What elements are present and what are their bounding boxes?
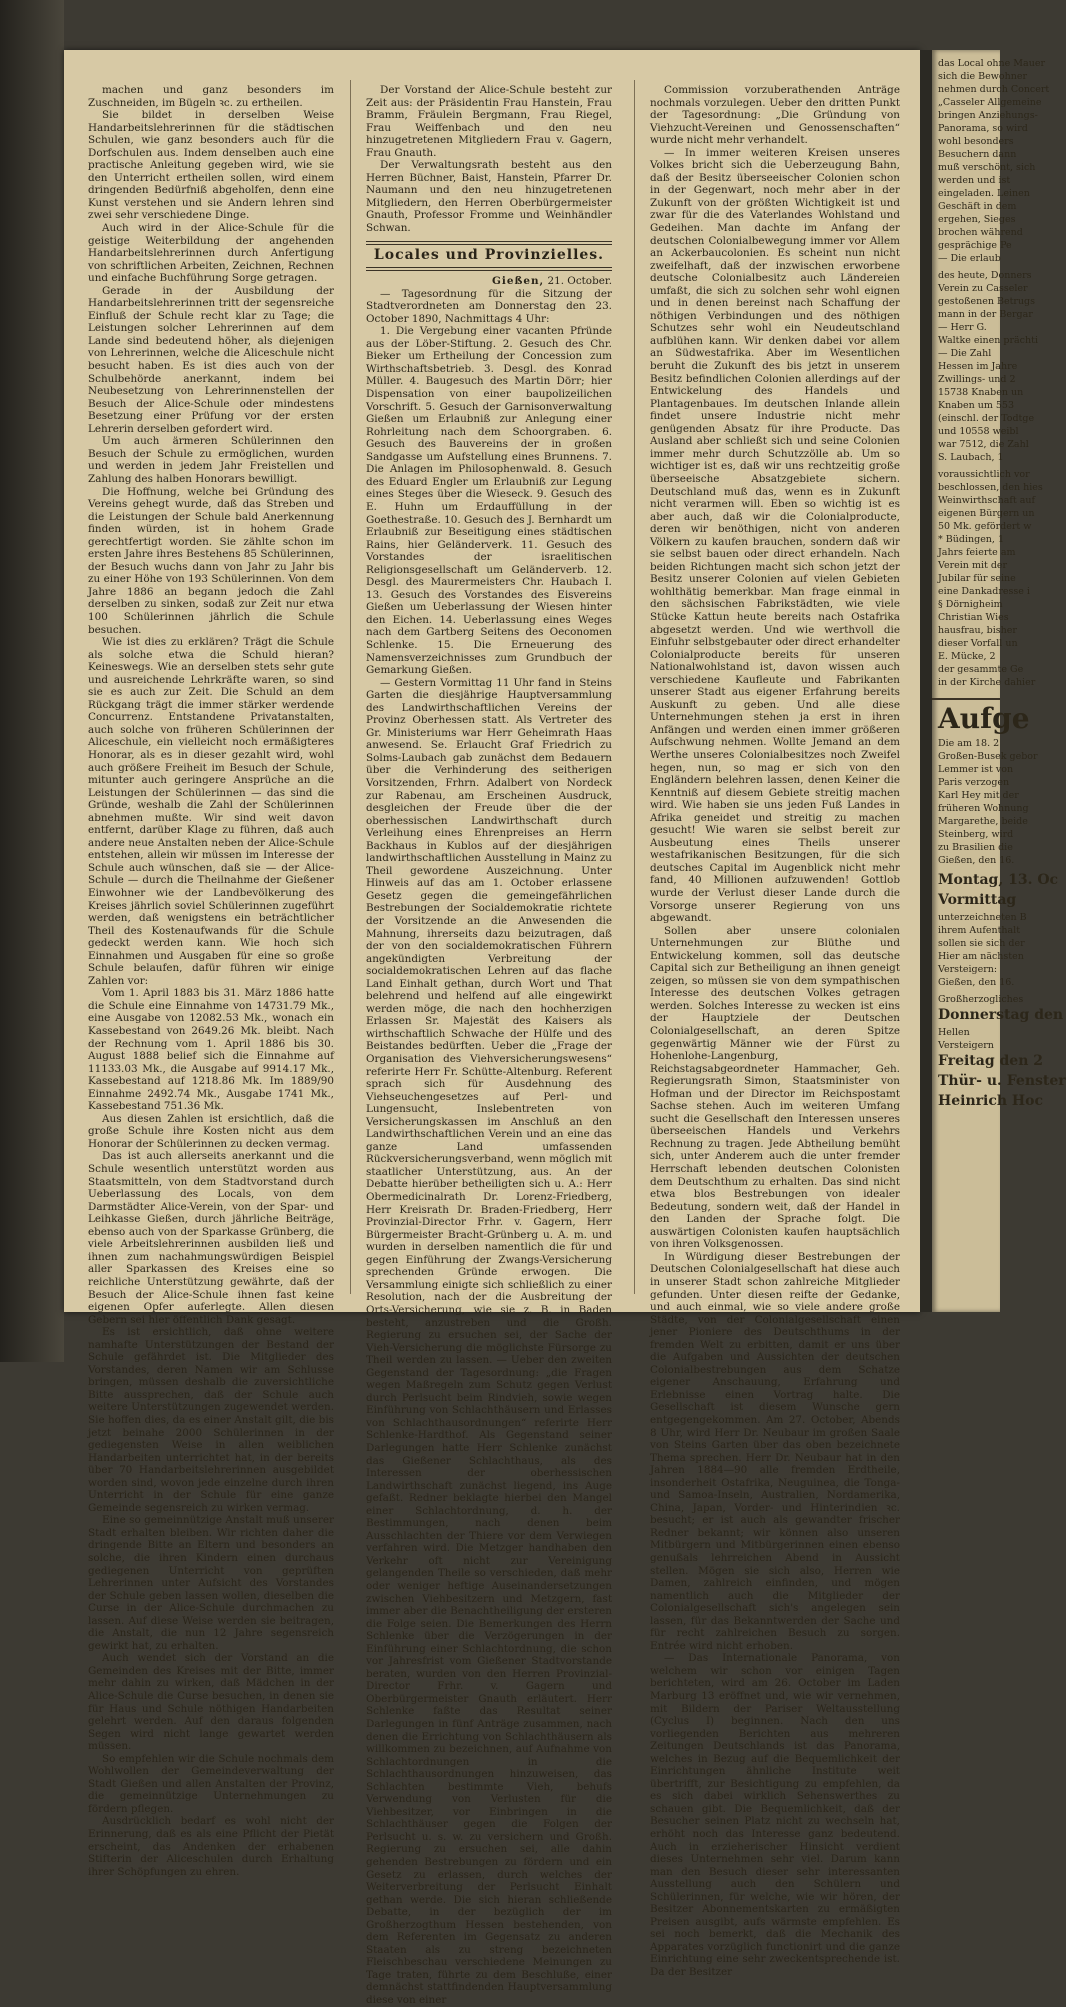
paragraph: Sollen aber unsere colonialen Unternehmungen zur Blüthe und Entwickelung kommen, soll das deutsche Capital sich zur Betheiligung an ihnen geneigt zeigen, so müssen sie von dem sympathischen Interesse des deutschen Volkes getragen werden. Solches Interesse zu wecken ist eins der Hauptziele der Deutschen Colonialgesellschaft, an deren Spitze gegenwärtig Männer wie der Fürst zu Hohenlohe-Langenburg, Reichstagsabgeordneter Hammacher, Geh. Regierungsrath Simon, Staatsminister von Hofman und der Director im Reichspostamt Sachse stehen. Auch im weiteren Umfang sucht die Gesellschaft den Interessen unseres überseeischen Handels und Verkehrs Rechnung zu tragen. Jede Abtheilung bemüht sich, unter Anderem auch die unter fremder Herrschaft lebenden deutschen Colonisten dem Deutschthum zu erhalten. Das sind nicht etwa blos Bestrebungen von idealer Bedeutung, sondern weit, daß der Handel in den Landen der Sprache folgt. Die auswärtigen Colonisten kaufen hauptsächlich von ihren Volksgenossen. [650, 924, 900, 1251]
next-page-fragment: Montag, 13. Oc [938, 872, 1059, 888]
next-page-fragment: Christian Wies [938, 612, 1009, 623]
next-page-fragment: Steinberg, wird [938, 829, 1014, 840]
column-1 [88, 84, 334, 1878]
next-page-fragment: Großherzogliches [938, 994, 1024, 1005]
next-page-fragment: Margarethe, beide [938, 816, 1028, 827]
next-page-fragment: eigenen Bürgern un [938, 508, 1035, 519]
next-page-fragment: ergehen, Sieges [938, 214, 1016, 225]
next-page-fragment: Verein zu Casseler [938, 283, 1028, 294]
next-page-fragment: 50 Mk. gefördert w [938, 521, 1032, 532]
next-page-fragment: muß verschönt, sich [938, 162, 1036, 173]
next-page-fragment: eingeladen. Leinen [938, 188, 1030, 199]
next-page-fragment: werden und ist [938, 175, 1011, 186]
paragraph: Ausdrücklich bedarf es wohl nicht der Erinnerung, daß es als eine Pflicht der Pietät erscheint, das Andenken der erhabenen Stifterin der Aliceschulen durch Erhaltung ihrer Schöpfungen zu ehren. [88, 1815, 334, 1878]
next-page-fragment: der gesammte Ge [938, 664, 1024, 675]
next-page-fragment: E. Mücke, 2 [938, 651, 996, 662]
next-page-fragment: war 7512, die Zahl [938, 439, 1029, 450]
dateline-place: Gießen, [492, 275, 545, 288]
next-page-fragment: Gießen, den 16. [938, 855, 1015, 866]
next-page-fragment: brochen während [938, 227, 1023, 238]
next-page-fragment: Aufge [938, 702, 1030, 735]
board-notice [366, 84, 612, 235]
next-page-fragment: Lemmer ist von [938, 764, 1014, 775]
next-page-fragment: gestoßenen Betrugs [938, 296, 1035, 307]
column-rule-1 [350, 80, 351, 1294]
paragraph: Aus diesen Zahlen ist ersichtlich, daß die große Schule ihre Kosten nicht aus dem Honorar der Schülerinnen zu decken vermag. [88, 1112, 334, 1150]
next-page-fragment: * Büdingen, 1 [938, 534, 1005, 545]
next-page-fragment: ihrem Aufenthalt [938, 925, 1021, 936]
paragraph: Der Verwaltungsrath besteht aus den Herren Büchner, Baist, Hanstein, Pfarrer Dr. Naumann und den neu hinzugetretenen Mitgliedern, den Herren Oberbürgermeister Gnauth, Professor Fromme und Weinhändler Schwan. [366, 159, 612, 235]
next-page-fragment: das Local ohne Mauer [938, 58, 1045, 69]
next-page-fragment: wohl besonders [938, 136, 1014, 147]
next-page-fragment: Geschäft in dem [938, 201, 1017, 212]
next-page-fragment: unterzeichneten B [938, 912, 1027, 923]
next-page-fragment: Freitag den 2 [938, 1053, 1043, 1069]
next-page-fragment: Besuchern dann [938, 149, 1017, 160]
next-page-rule [932, 698, 1000, 700]
newspaper-page [64, 50, 920, 2007]
local-news [366, 288, 612, 2007]
next-page-fragment: Waltke einen prächti [938, 335, 1038, 346]
next-page-fragment: beschlossen, den hies [938, 482, 1043, 493]
paragraph: In Würdigung dieser Bestrebungen der Deutschen Colonialgesellschaft hat diese auch in unserer Stadt schon zahlreiche Mitglieder gefunden. Unter diesen reifte der Gedanke, und auch einmal, wie so viele andere große Städte, von der Colonialgesellschaft einen jener Pioniere des Deutschthums in der fremden Welt zu erbitten, damit er uns über die Aufgaben und Aussichten der deutschen Colonialbestrebungen aus dem Schatze eigener Anschauung, Erfahrung und Erlebnisse einen Vortrag halte. Die Gesellschaft ist diesem Wunsche gern entgegengekommen. Am 27. October, Abends 8 Uhr, wird Herr Dr. Neubaur im großen Saale von Steins Garten über das oben bezeichnete Thema sprechen. Herr Dr. Neubaur hat in den Jahren 1884—90 alle fremden Erdtheile, insonderheit Ostafrika, Neuguinea, die Tonga- und Samoa-Inseln, Australien, Nordamerika, China, Japan, Vorder- und Hinterindien ꝛc. besucht; er ist auch als gewandter frischer Redner bekannt; wir können also unseren Mitbürgern und Mitbürgerinnen einen ebenso genußals lehrreichen Abend in Aussicht stellen. Mögen sie sich also, Herren wie Damen, zahlreich einfinden, und mögen namentlich auch die Mitglieder der Colonialgesellschaft sich's angelegen sein lassen, für das Bekanntwerden der Sache und für recht zahlreichen Besuch zu sorgen. Entrée wird nicht erhoben. [650, 1250, 900, 1652]
next-page-fragment: Jahrs feierte am [938, 547, 1016, 558]
next-page-fragment: Hessen im Jahre [938, 361, 1018, 372]
paragraph: Um auch ärmeren Schülerinnen den Besuch der Schule zu ermöglichen, wurden und werden in jedem Jahr Freistellen und Zahlung des halben Honorars bewilligt. [88, 435, 334, 485]
next-page-fragment: Die am 18. 2 [938, 738, 1000, 749]
next-page-fragment: eine Dankadresse i [938, 586, 1030, 597]
next-page-fragment: — Herr G. [938, 322, 987, 333]
paragraph: — Tagesordnung für die Sitzung der Stadtverordneten am Donnerstag den 23. October 1890, Nachmittags 4 Uhr: [366, 287, 612, 325]
next-page-fragment: S. Laubach, 1 [938, 452, 1004, 463]
section-heading: Locales und Provinzielles. [373, 246, 605, 263]
next-page-fragment: Weinwirthschaft auf [938, 495, 1036, 506]
paragraph: Vom 1. April 1883 bis 31. März 1886 hatte die Schule eine Einnahme von 14731.79 Mk., eine Ausgabe von 12082.53 Mk., wonach ein Kassebestand von 2649.26 Mk. bleibt. Nach der Rechnung vom 1. April 1886 bis 30. August 1888 belief sich die Einnahme auf 11133.03 Mk., die Ausgabe auf 9914.17 Mk., Kassebestand auf 1218.86 Mk. Im 1889/90 Einnahme 2492.74 Mk., Ausgabe 1741 Mk., Kassebestand 751.36 Mk. [88, 987, 334, 1113]
heading-rule-bottom [366, 267, 612, 271]
next-page-fragment: nehmen durch Concert [938, 84, 1050, 95]
next-page-fragment: zu Brasilien die [938, 842, 1013, 853]
next-page-fragment: Hier am nächsten [938, 951, 1024, 962]
paragraph: Die Hoffnung, welche bei Gründung des Vereins gehegt wurde, daß das Streben und die Leistungen der Schule bald Anerkennung finden würden, ist in hohem Grade gerechtfertigt worden. Sie zählte schon im ersten Jahre ihres Bestehens 85 Schülerinnen, der Besuch wuchs dann von Jahr zu Jahr bis zu einer Höhe von 193 Schülerinnen. Von dem Jahre 1886 an begann jedoch die Zahl derselben zu sinken, sodaß zur Zeit nur etwa 100 Schülerinnen jährlich die Schule besuchen. [88, 485, 334, 636]
next-page-fragment: — Die Zahl [938, 348, 992, 359]
paragraph: Auch wird in der Alice-Schule für die geistige Weiterbildung der angehenden Handarbeitslehrerinnen durch Anfertigung von schriftlichen Arbeiten, Zeichnen, Rechnen und einfache Buchführung Sorge getragen. [88, 222, 334, 285]
paragraph: — Gestern Vormittag 11 Uhr fand in Steins Garten die diesjährige Hauptversammlung des Landwirthschaftlichen Vereins der Provinz Oberhessen statt. Als Vertreter des Gr. Ministeriums war Herr Geheimrath Haas anwesend. Se. Erlaucht Graf Friedrich zu Solms-Laubach gab zunächst dem Bedauern über die Verhinderung des seitherigen Vorsitzenden, Frhrn. Adalbert von Nordeck zur Rabenau, am Erscheinen Ausdruck, desgleichen der Freude über die der oberhessischen Landwirthschaft durch Verleihung eines Ehrenpreises an Herrn Backhaus in Kublos auf der diesjährigen landwirthschaftlichen Ausstellung in Mainz zu Theil gewordene Auszeichnung. Unter Hinweis auf das am 1. October erlassene Gesetz gegen die gemeingefährlichen Bestrebungen der Socialdemokratie richtete der Vorsitzende an die Anwesenden die Mahnung, ihrerseits dazu beizutragen, daß der von den socialdemokratischen Führern angekündigten Verbreitung der socialdemokratischen Lehren auf das flache Land Einhalt gethan, durch Wort und That belehrend und helfend auf alle eingewirkt werden möge, die nach den hochherzigen Erlassen Sr. Majestät des Kaisers als wirthschaftlich Schwache der Hülfe und des Beistandes bedürften. Ueber die „Frage der Organisation des Viehversicherungswesens“ referirte Herr Fr. Schütte-Altenburg. Referent sprach sich für Ausdehnung des Viehseuchengesetzes auf Perl- und Lungensucht, Inslebentreten von Versicherungskassen im Anschluß an den Landwirthschaftlichen Verein und an eine das ganze Land umfassenden Rückversicherungsverband, wenn möglich mit staatlicher Unterstützung, aus. An der Debatte hierüber betheiligten sich u. A.: Herr Obermedicinalrath Dr. Lorenz-Friedberg, Herr Kreisrath Dr. Braden-Friedberg, Herr Provinzial-Director Frhr. v. Gagern, Herr Bürgermeister Bracht-Grünberg u. A. m. und wurden in derselben namentlich die für und gegen Einführung der Zwangs-Versicherung sprechenden Gründe erwogen. Die Versammlung einigte sich schließlich zu einer Resolution, nach der die Ausbreitung der Orts-Versicherung, wie sie z. B. in Baden besteht, anzustreben und die Großh. Regierung zu ersuchen sei, der Sache der Vieh-Versicherung die möglichste Fürsorge zu Theil werden zu lassen. — Ueber den zweiten Gegenstand der Tagesordnung: „die Fragen wegen Maßregeln zum Schutz gegen Verlust durch Perlsucht beim Rindvieh, sowie wegen Einführung von Schlachthäusern und Erlasses von Schlachthausordnungen“ referirte Herr Schlenke-Hardthof. Als Gegenstand seiner Darlegungen hatte Herr Schlenke zunächst das Gießener Schlachthaus, als des Interessen der oberhessischen Landwirthschaft zunächst liegend, ins Auge gefaßt. Redner beklagte hierbei den Mangel einer Schlachtordnung, d. h. der Bestimmungen, nach denen beim Ausschlachten der Thiere vor dem Verwiegen verfahren wird. Die Metzger handhaben den Verkehr oft nicht zur Vereinigung gelangenden Theile so verschieden, daß mehr oder weniger heftige Auseinandersetzungen zwischen Viehbesitzern und Metzgern, fast immer aber die Benachtheiligung der ersteren die Folge seien. Die Bemerkungen des Herrn Schlenke über die Verzögerungen in der Einführung einer Schlachtordnung, die schon vor Jahresfrist vom Gießener Stadtvorstande beraten, wurden von den Herren Provinzial-Director Frhr. v. Gagern und Oberbürgermeister Gnauth erläutert. Herr Schlenke faßte das Resultat seiner Darlegungen in fünf Anträge zusammen, nach denen die Errichtung von Schlachthäusern als willkommen zu bezeichnen, auf Aufnahme von Schlachtordnungen in die Schlachthausordnungen hinzuweisen, das Schlachten bestimmte Vieh, behufs Verwendung von Verlusten für die Viehbesitzer, vor Einbringen in die Schlachthäuser gegen die Folgen der Perlsucht u. s. w. zu versichern und Großh. Regierung zu ersuchen sei, alle dahin gehenden Bestrebungen zu fördern und ein Gesetz zu erlassen, durch welches der Weiterverbreitung der Perlsucht Einhalt gethan werde. Die sich hieran schließende Debatte, in der bezüglich der im Großherzogthum Hessen bestehenden, von dem Referenten im Gegensatz zu anderen Staaten als zu streng bezeichneten Fleischbeschau verschiedene Meinungen zu Tage traten, führte zu dem Beschluße, einer demnächst stattfindenden Hauptversammlung diese von einer [366, 676, 612, 2007]
next-page-fragment: 15738 Knaben un [938, 387, 1024, 398]
next-page-fragment: Knaben um 553 [938, 400, 1014, 411]
next-page-fragment: hausfrau, bisher [938, 625, 1017, 636]
paragraph: Es ist ersichtlich, daß ohne weitere namhafte Unterstützungen der Bestand der Schule gefährdet ist. Die Mitglieder des Vorstandes, deren Namen wir am Schlusse bringen, müssen deshalb die zuversichtliche Bitte aussprechen, daß der Schule auch weitere Unterstützungen zugewendet werden. Sie hoffen dies, da es einer Anstalt gilt, die bis jetzt beinahe 2000 Schülerinnen in der gediegensten Weise in allen weiblichen Handarbeiten unterrichtet hat, in der bereits über 70 Handarbeitslehrerinnen ausgebildet worden sind, wovon jede einzelne durch ihren Unterricht in der Schule für eine ganze Gemeinde segensreich zu wirken vermag. [88, 1326, 334, 1514]
next-page-fragment: Vormittag [938, 892, 1017, 908]
next-page-fragment: Zwillings- und 2 [938, 374, 1016, 385]
next-page-fragment: Heinrich Hoc [938, 1093, 1043, 1109]
next-page-fragment: Gießen, den 16. [938, 977, 1015, 988]
heading-rule-top [366, 241, 612, 245]
next-page-fragment: Thür- u. Fenster [938, 1073, 1066, 1089]
scanner-edge-left [0, 0, 64, 1362]
paragraph: Auch wendet sich der Vorstand an die Gemeinden des Kreises mit der Bitte, immer mehr dahin zu wirken, daß Mädchen in der Alice-Schule die Curse besuchen, in denen sie für Haus und Schule nöthigen Handarbeiten gelehrt werden. Auf den daraus folgenden Segen wird nicht lange gewartet werden müssen. [88, 1652, 334, 1753]
next-page-fragment: Karl Hey mit der [938, 790, 1019, 801]
next-page-fragment: Donnerstag den [938, 1007, 1064, 1023]
paragraph: Sie bildet in derselben Weise Handarbeitslehrerinnen für die städtischen Schulen, wie ganz besonders auch für die Dorfschulen aus. Indem denselben auch eine practische Anleitung gegeben wird, wie sie den Unterricht ertheilen sollen, wird einem dringenden Bedürfniß abgeholfen, denn eine Kunst verstehen und sie Andern lehren sind zwei sehr verschiedene Dinge. [88, 109, 334, 222]
next-page-fragment: Panorama, so wird [938, 123, 1028, 134]
next-page-fragment: Versteigern: [938, 964, 998, 975]
paragraph: Wie ist dies zu erklären? Trägt die Schule als solche etwa die Schuld hieran? Keineswegs. Wie an derselben stets sehr gute und ausreichende Lehrkräfte waren, so sind sie es auch zur Zeit. Die Schuld an dem Rückgang trägt die immer stärker werdende Concurrenz. Entstandene Privatanstalten, auch solche von früheren Schülerinnen der Aliceschule, ein vielleicht noch ermäßigteres Honorar, als es in dieser gezahlt wird, wohl auch größere Freiheit im Besuch der Schule, mitunter auch geringere Ansprüche an die Leistungen der Schülerinnen — das sind die Gründe, weshalb die Zahl der Schülerinnen abnehmen mußte. Wir sind weit davon entfernt, darüber Klage zu führen, daß auch andere neue Anstalten neben der Alice-Schule entstehen, allein wir müssen im Interesse der Schule auch wünschen, daß sie — der Alice-Schule — durch die Theilnahme der Gießener Einwohner wie der Landbevölkerung des Kreises jährlich soviel Schülerinnen zugeführt werden, daß wenigstens ein beträchtlicher Theil des Kostenaufwands für die Schule gedeckt werden kann. Wie hoch sich Einnahmen und Ausgaben für eine so große Schule belaufen, dafür führen wir einige Zahlen vor: [88, 636, 334, 987]
next-page-fragment: § Dörnigheim [938, 599, 1003, 610]
dateline-date: 21. October. [547, 275, 612, 288]
column-3 [650, 84, 900, 1979]
next-page-fragment: in der Kirche dahier [938, 677, 1036, 688]
next-page-fragment: des heute, Donners [938, 270, 1032, 281]
next-page-fragment: — Die erlaub [938, 253, 1001, 264]
next-page-fragment: sich die Bewohner [938, 71, 1027, 82]
next-page-fragment: Jubilar für seine [938, 573, 1016, 584]
next-page-strip [932, 50, 1066, 1312]
paragraph: Commission vorzuberathenden Anträge nochmals vorzulegen. Ueber den dritten Punkt der Tagesordnung: „Die Gründung von Viehzucht-Vereinen und Genossenschaften“ wurde nicht mehr verhandelt. [650, 84, 900, 147]
next-page-fragment: und 10558 weibl [938, 426, 1019, 437]
next-page-fragment: Hellen [938, 1027, 970, 1038]
paragraph: — In immer weiteren Kreisen unseres Volkes bricht sich die Ueberzeugung Bahn, daß der Besitz überseeischer Colonien schon in der Gegenwart, noch mehr aber in der Zukunft von der größten Wichtigkeit ist und zwar für die des Vaterlandes Wohlstand und Gedeihen. Man dachte im Anfang der deutschen Colonialbewegung immer vor Allem an Ackerbaucolonien. Es scheint nun nicht zweifelhaft, daß der inzwischen erworbene deutsche Colonialbesitz auch Ländereien umfaßt, die sich zu solchen sehr wohl eignen und in denen bereinst nach Schaffung der nöthigen Verbindungen und des nöthigen Schutzes sehr wohl ein Neudeutschland aufblühen kann. Wir denken dabei vor allem an Südwestafrika. Aber im Wesentlichen beruht die Zukunft des bis jetzt in unserem Besitz befindlichen Colonien allerdings auf der Entwickelung des Handels und Plantagenbaues. Im deutschen Inlande allein findet unsere Industrie nicht mehr genügenden Absatz für ihre Producte. Das Ausland aber schließt sich und seine Colonien immer mehr durch Schutzzölle ab. Um so wichtiger ist es, daß wir uns rechtzeitig große überseeische Absatzgebiete sichern. Deutschland muß das, wenn es in Zukunft nicht verarmen will. Eben so wichtig ist es aber auch, daß wir die Colonialproducte, deren wir benöthigen, nicht von anderen Völkern zu kaufen brauchen, sondern daß wir sie selbst bauen oder direct erhandeln. Nach beiden Richtungen macht sich schon jetzt der Besitz unserer Colonien auf vielen Gebieten wohlthätig bemerkbar. Man frage einmal in den sächsischen Fabrikstädten, wie viele Stücke Kattun heute bereits nach Ostafrika abgesetzt werden. Und wie werthvoll die Einfuhr selbstgebauter oder direct erhandelter Colonialproducte bereits für unseren Nationalwohlstand ist, davon wissen auch verschiedene Kaufleute und Fabrikanten unserer Stadt aus eigener Erfahrung bereits Auskunft zu geben. Und alle diese Unternehmungen stehen ja erst in ihren Anfängen und werden einen immer größeren Aufschwung nehmen. Wollte Jemand an dem Werthe unseres Colonialbesitzes noch Zweifel hegen, nun, so mag er sich von den Engländern belehren lassen, denen Keiner die Kenntniß auf diesem Gebiete streitig machen wird. Wie haben sie uns jeden Fuß Landes in Afrika geneidet und streitig zu machen gesucht! Wie waren sie selbst bereit zur Ausbeutung eines Theils unserer westafrikanischen Besitzungen, für die sich deutsches Capital im Augenblick nicht mehr fand, 40 Millionen aufzuwenden! Gottlob wurde der Verlust dieser Lande durch die Vorsorge unserer Regierung von uns abgewandt. [650, 146, 900, 925]
next-page-fragment: voraussichtlich vor [938, 469, 1030, 480]
paragraph: Eine so gemeinnützige Anstalt muß unserer Stadt erhalten bleiben. Wir richten daher die dringende Bitte an Eltern und besonders an solche, die ihren Kindern einen durchaus gediegenen Unterricht von geprüften Lehrerinnen unter Aufsicht des Vorstandes der Schule geben lassen wollen, dieselben die Curse in der Alice-Schule durchmachen zu lassen. Auf diese Weise werden sie beitragen, die Anstalt, die nun 12 Jahre segensreich gewirkt hat, zu erhalten. [88, 1514, 334, 1652]
paragraph: 1. Die Vergebung einer vacanten Pfründe aus der Löber-Stiftung. 2. Gesuch des Chr. Bieker um Ertheilung der Concession zum Wirthschaftsbetrieb. 3. Desgl. des Konrad Müller. 4. Baugesuch des Martin Dörr; hier Dispensation von einer baupolizeilichen Vorschrift. 5. Gesuch der Garnisonverwaltung Gießen um Erlaubniß zur Anlegung einer Rohrleitung nach dem Schoorgraben. 6. Gesuch des Bauvereins der in großen Sandgasse um Aufstellung eines Brunnens. 7. Die Anlagen im Philosophenwald. 8. Gesuch des Eduard Engler um Erlaubniß zur Legung eines Steges über die Wieseck. 9. Gesuch des E. Huhn um Erdauffüllung in der Goethestraße. 10. Gesuch des J. Bernhardt um Erlaubniß zur Beseitigung eines städtischen Rains, hier Geländerverk. 11. Gesuch des Vorstandes der israelitischen Religionsgesellschaft um Geländerverb. 12. Desgl. des Maurermeisters Chr. Haubach I. 13. Gesuch des Vorstandes des Eisvereins Gießen um Ueberlassung der Wiesen hinter den Eichen. 14. Ueberlassung eines Weges nach dem Gartberg Seitens des Oeconomen Schlenke. 15. Die Erneuerung des Namensverzeichnisses zum Grundbuch der Gemarkung Gießen. [366, 325, 612, 677]
next-page-fragment: „Casseler Allgemeine [938, 97, 1042, 108]
next-page-fragment: Versteigern [938, 1040, 994, 1051]
next-page-fragment: dieser Vorfall un [938, 638, 1018, 649]
next-page-fragment: Verein mit der [938, 560, 1008, 571]
page-gutter [920, 50, 932, 1312]
paragraph: Das ist auch allerseits anerkannt und die Schule wesentlich unterstützt worden aus Staatsmitteln, von dem Stadtvorstand durch Ueberlassung des Locals, von dem Darmstädter Alice-Verein, von der Spar- und Leihkasse Gießen, durch jährliche Beiträge, ebenso auch von der Sparkasse Grünberg, die viele Arbeitslehrerinnen ausbilden ließ und ihnen zum nachahmungswürdigen Beispiel aller Sparkassen des Kreises eine so reichliche Unterstützung gewährte, daß der Besuch der Alice-Schule ihnen fast keine eigenen Opfer auferlegte. Allen diesen Gebern sei hier öffentlich Dank gesagt. [88, 1150, 334, 1326]
next-page-fragment: mann in der Bergar [938, 309, 1033, 320]
paragraph: machen und ganz besonders im Zuschneiden, im Bügeln ꝛc. zu ertheilen. [88, 84, 334, 109]
dateline [366, 275, 612, 288]
next-page-fragment: bringen Anziehungs- [938, 110, 1038, 121]
next-page-fragment: gesprächige Pe [938, 240, 1012, 251]
column-rule-2 [634, 80, 635, 1294]
paragraph: Gerade in der Ausbildung der Handarbeitslehrerinnen tritt der segensreiche Einfluß der Schule recht klar zu Tage; die Leistungen solcher Lehrerinnen auf dem Lande sind bedeutend höher, als diejenigen von Lehrerinnen, welche die Aliceschule nicht besucht haben. Es ist dies auch von der Schulbehörde anerkannt, indem bei Neubesetzung von Lehrerinnenstellen der Besuch der Alice-Schule oder mindestens Besetzung einer Prüfung vor der ersten Lehrerin derselben gefordert wird. [88, 284, 334, 435]
next-page-fragment: (einschl. der Todtge [938, 413, 1035, 424]
paragraph: Der Vorstand der Alice-Schule besteht zur Zeit aus: der Präsidentin Frau Hanstein, Frau Bramm, Fräulein Bergmann, Frau Riegel, Frau Weiffenbach und den neu hinzugetretenen Mitgliedern Frau v. Gagern, Frau Gnauth. [366, 84, 612, 159]
column-2 [366, 84, 612, 2007]
next-page-fragment: sollen sie sich der [938, 938, 1025, 949]
next-page-fragment: Großen-Busek gebor [938, 751, 1038, 762]
next-page-fragment: Paris verzogen [938, 777, 1010, 788]
paragraph: — Das Internationale Panorama, von welchem wir schon vor einigen Tagen berichteten, wird am 26. October im Laden Marburg 13 eröffnet und, wie wir vernehmen, mit Bildern der Pariser Weltausstellung (Cyclus I) beginnen. Nach den uns vorliegenden Berichten aus mehreren Zeitungen Deutschlands ist das Panorama, welches in Bezug auf die Bequemlichkeit der Einrichtungen ähnliche Institute weit übertrifft, zur Besichtigung zu empfehlen, da es sich dabei wirklich Sehenswerthes zu schauen gibt. Die Bequemlichkeit, daß der Besucher seinen Platz nicht zu wechseln hat, erhöht noch das Interesse ganz bedeutend. Auch in erzieherischer Hinsicht verdient dieses Unternehmen sehr viel. Darum kann man den Besuch dieser sehr interessanten Ausstellung auch den Schülern und Schülerinnen, für welche, wie wir hören, der Besitzer Abonnementskarten zu ermäßigten Preisen ausgibt, aufs wärmste empfehlen. Es sei noch bemerkt, daß die Mechanik des Apparates vorzüglich functionirt und die ganze Einrichtung eine sehr zweckentsprechende ist. Da der Besitzer [650, 1652, 900, 1979]
paragraph: So empfehlen wir die Schule nochmals dem Wohlwollen der Gemeindeverwaltung der Stadt Gießen und allen Anstalten der Provinz, die gemeinnützige Unternehmungen zu fördern pflegen. [88, 1752, 334, 1815]
next-page-fragment: früheren Wohnung [938, 803, 1029, 814]
